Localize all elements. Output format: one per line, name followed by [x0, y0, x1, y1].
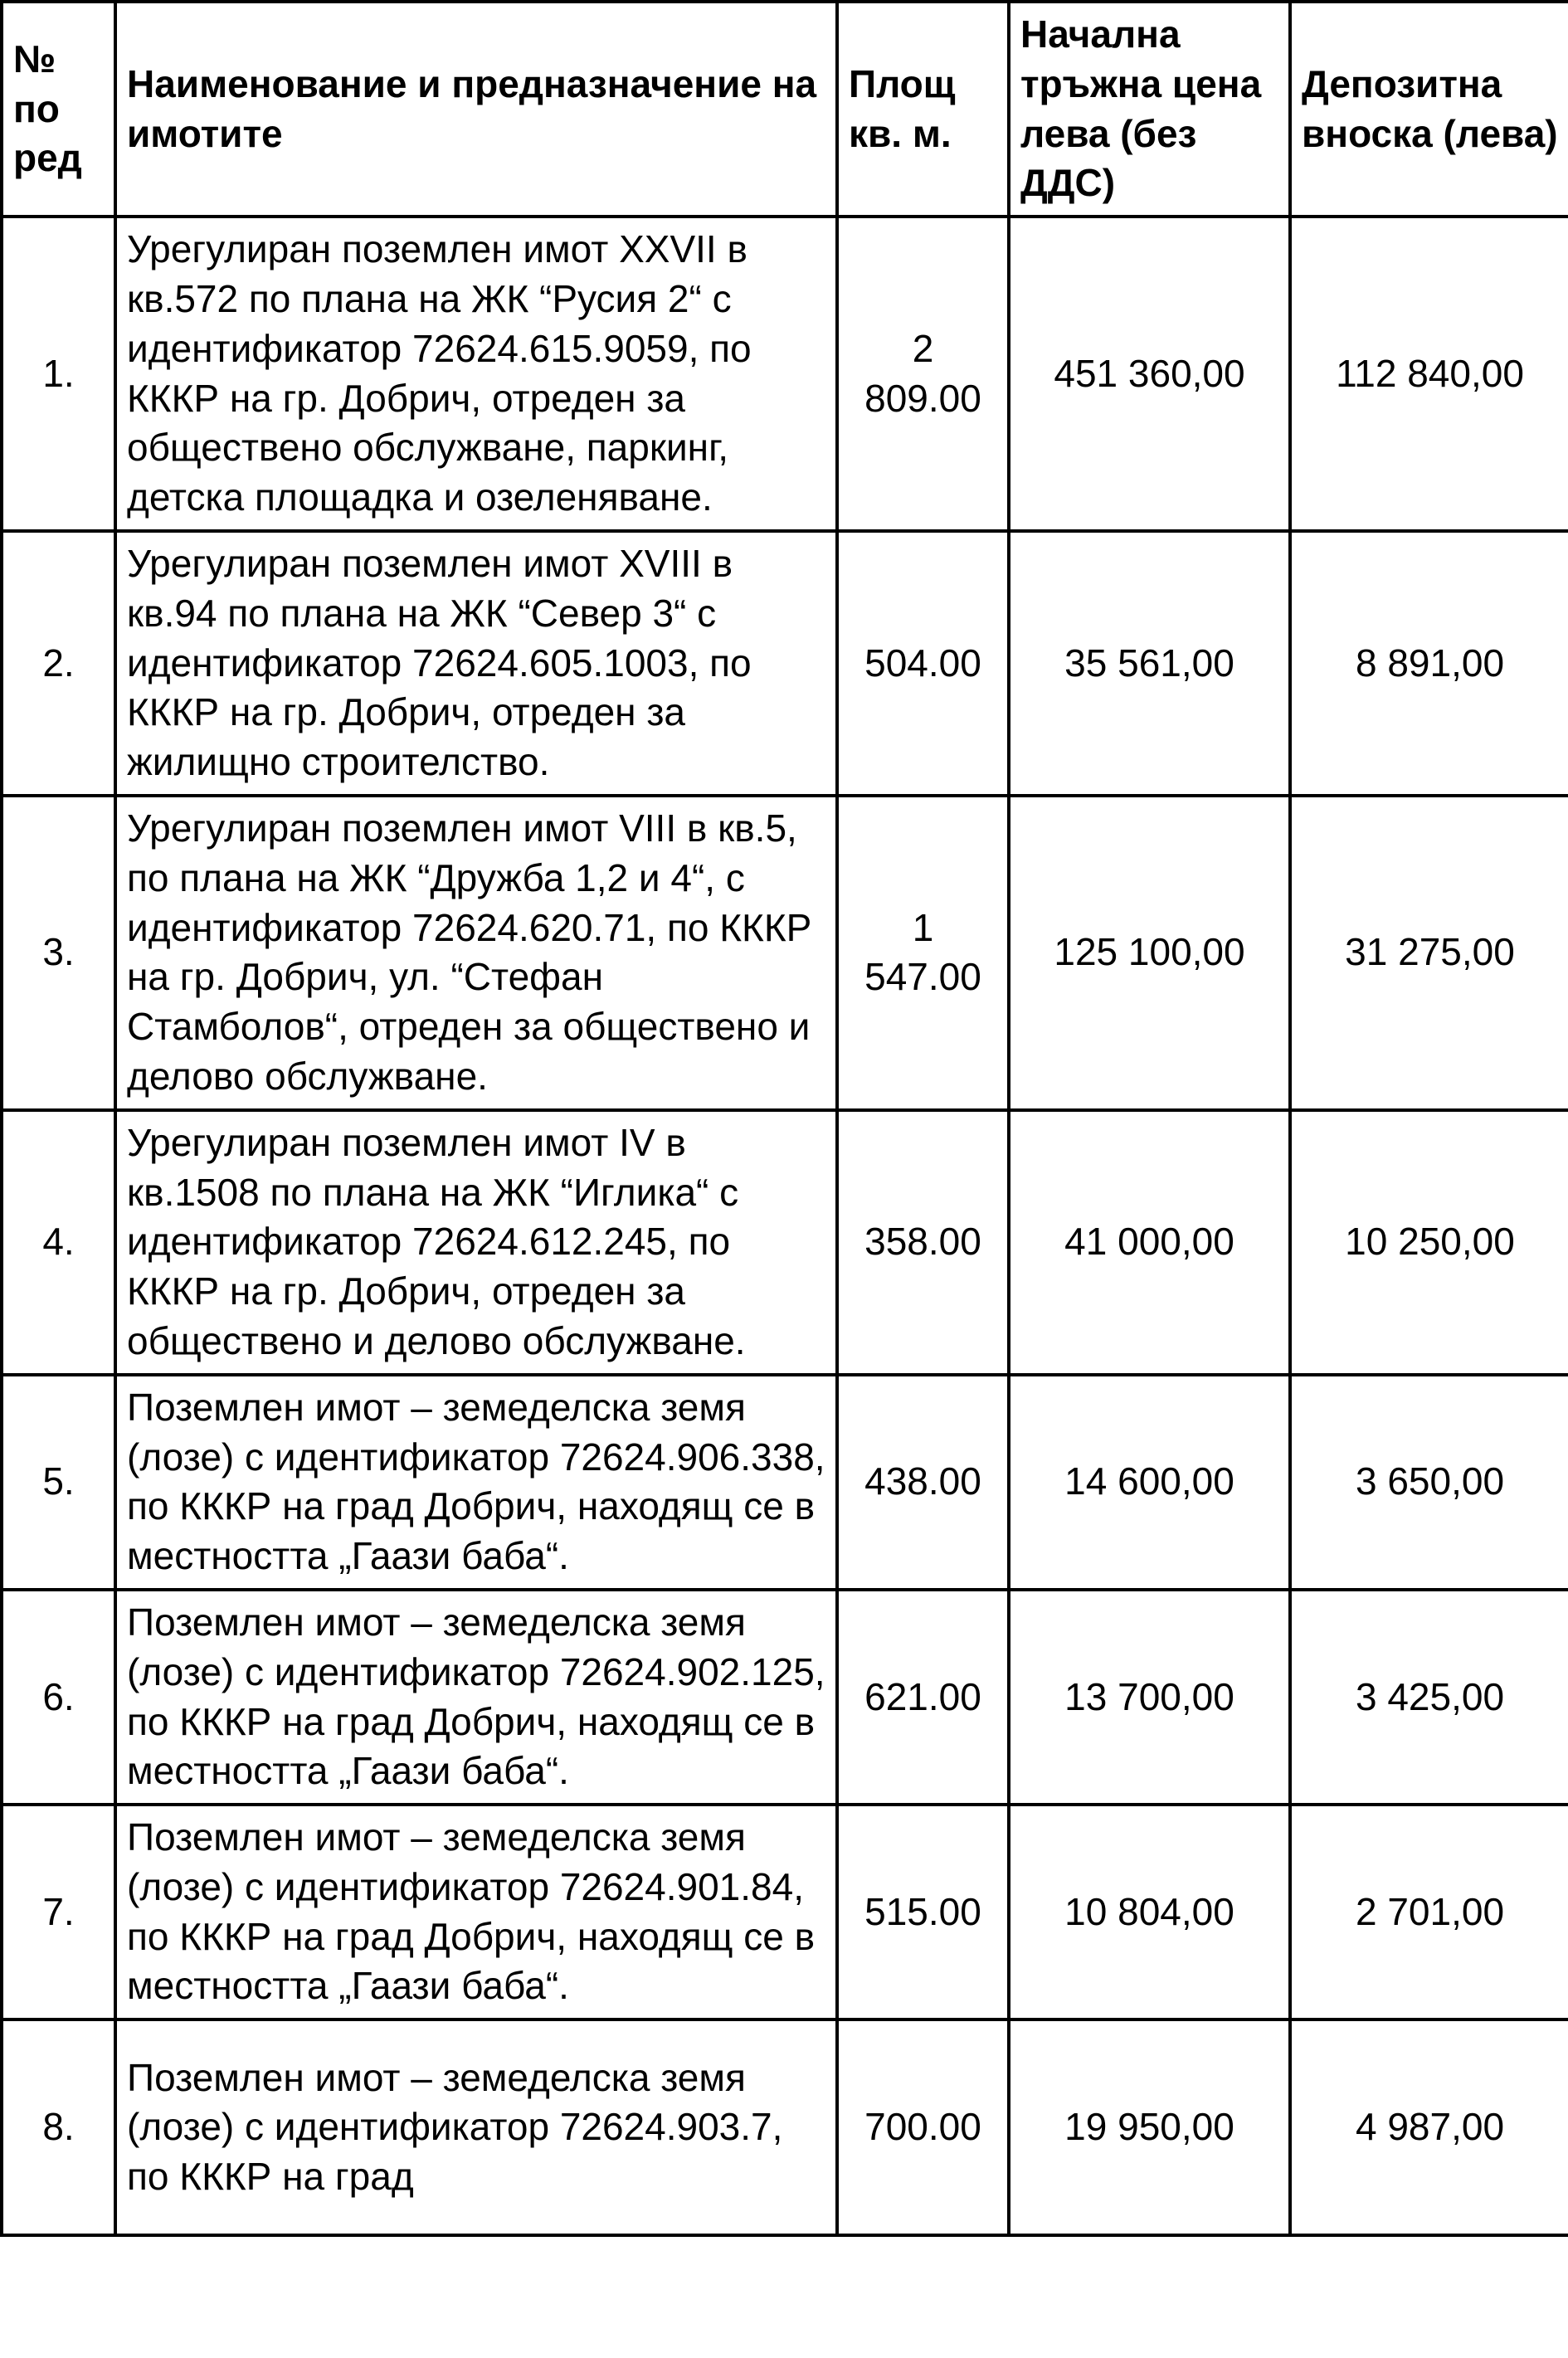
col-header-property-description: Наименование и предназначение на имотите — [115, 2, 837, 217]
deposit-cell: 4 987,00 — [1290, 2019, 1568, 2235]
area-cell: 621.00 — [837, 1590, 1009, 1805]
starting-price-cell: 35 561,00 — [1009, 531, 1290, 796]
area-cell: 2 809.00 — [837, 217, 1009, 531]
table-row — [2, 1375, 1568, 1590]
col-header-row-number: № по ред — [2, 2, 115, 217]
starting-price-cell: 41 000,00 — [1009, 1110, 1290, 1375]
property-description-cell: Поземлен имот – земеделска земя (лозе) с идентификатор 72624.903.7, по КККР на град — [115, 2019, 837, 2235]
table-header — [2, 2, 1568, 217]
deposit-cell: 3 425,00 — [1290, 1590, 1568, 1805]
property-description-cell: Урегулиран поземлен имот XXVII в кв.572 по плана на ЖК “Русия 2“ с идентификатор 72624.615.9059, по КККР на гр. Добрич, отреден за обществено обслужване, паркинг, детска площадка и озеленяване. — [115, 217, 837, 531]
property-description-cell: Урегулиран поземлен имот IV в кв.1508 по плана на ЖК “Иглика“ с идентификатор 72624.612.245, по КККР на гр. Добрич, отреден за обществено и делово обслужване. — [115, 1110, 837, 1375]
area-cell: 438.00 — [837, 1375, 1009, 1590]
area-cell: 358.00 — [837, 1110, 1009, 1375]
area-cell: 700.00 — [837, 2019, 1009, 2235]
starting-price-cell: 13 700,00 — [1009, 1590, 1290, 1805]
row-number-cell: 8. — [2, 2019, 115, 2235]
row-number-cell: 6. — [2, 1590, 115, 1805]
property-description-cell: Поземлен имот – земеделска земя (лозе) с идентификатор 72624.901.84, по КККР на град Добрич, находящ се в местността „Гаази баба“. — [115, 1805, 837, 2019]
starting-price-cell: 451 360,00 — [1009, 217, 1290, 531]
row-number-cell: 4. — [2, 1110, 115, 1375]
starting-price-cell: 19 950,00 — [1009, 2019, 1290, 2235]
row-number-cell: 7. — [2, 1805, 115, 2019]
table-row — [2, 1805, 1568, 2019]
area-cell: 504.00 — [837, 531, 1009, 796]
table-row — [2, 1110, 1568, 1375]
starting-price-cell: 14 600,00 — [1009, 1375, 1290, 1590]
table-row — [2, 2019, 1568, 2235]
area-cell: 515.00 — [837, 1805, 1009, 2019]
deposit-cell: 8 891,00 — [1290, 531, 1568, 796]
table-row — [2, 531, 1568, 796]
starting-price-cell: 125 100,00 — [1009, 796, 1290, 1110]
table-row — [2, 796, 1568, 1110]
table-row — [2, 217, 1568, 531]
row-number-cell: 2. — [2, 531, 115, 796]
property-description-cell: Урегулиран поземлен имот VIII в кв.5, по плана на ЖК “Дружба 1,2 и 4“, с идентификатор 72624.620.71, по КККР на гр. Добрич, ул. “Стефан Стамболов“, отреден за обществено и делово обслужване. — [115, 796, 837, 1110]
row-number-cell: 3. — [2, 796, 115, 1110]
row-number-cell: 1. — [2, 217, 115, 531]
property-description-cell: Поземлен имот – земеделска земя (лозе) с идентификатор 72624.902.125, по КККР на град Добрич, находящ се в местността „Гаази баба“. — [115, 1590, 837, 1805]
table-body — [2, 217, 1568, 2235]
deposit-cell: 112 840,00 — [1290, 217, 1568, 531]
property-description-cell: Поземлен имот – земеделска земя (лозе) с идентификатор 72624.906.338, по КККР на град Добрич, находящ се в местността „Гаази баба“. — [115, 1375, 837, 1590]
property-description-cell: Урегулиран поземлен имот XVIII в кв.94 по плана на ЖК “Север 3“ с идентификатор 72624.605.1003, по КККР на гр. Добрич, отреден за жилищно строителство. — [115, 531, 837, 796]
deposit-cell: 3 650,00 — [1290, 1375, 1568, 1590]
starting-price-cell: 10 804,00 — [1009, 1805, 1290, 2019]
deposit-cell: 2 701,00 — [1290, 1805, 1568, 2019]
area-cell: 1 547.00 — [837, 796, 1009, 1110]
table-row — [2, 1590, 1568, 1805]
deposit-cell: 31 275,00 — [1290, 796, 1568, 1110]
header-row — [2, 2, 1568, 217]
col-header-area: Площ кв. м. — [837, 2, 1009, 217]
col-header-starting-price: Начална тръжна цена лева (без ДДС) — [1009, 2, 1290, 217]
col-header-deposit: Депозитна вноска (лева) — [1290, 2, 1568, 217]
row-number-cell: 5. — [2, 1375, 115, 1590]
deposit-cell: 10 250,00 — [1290, 1110, 1568, 1375]
